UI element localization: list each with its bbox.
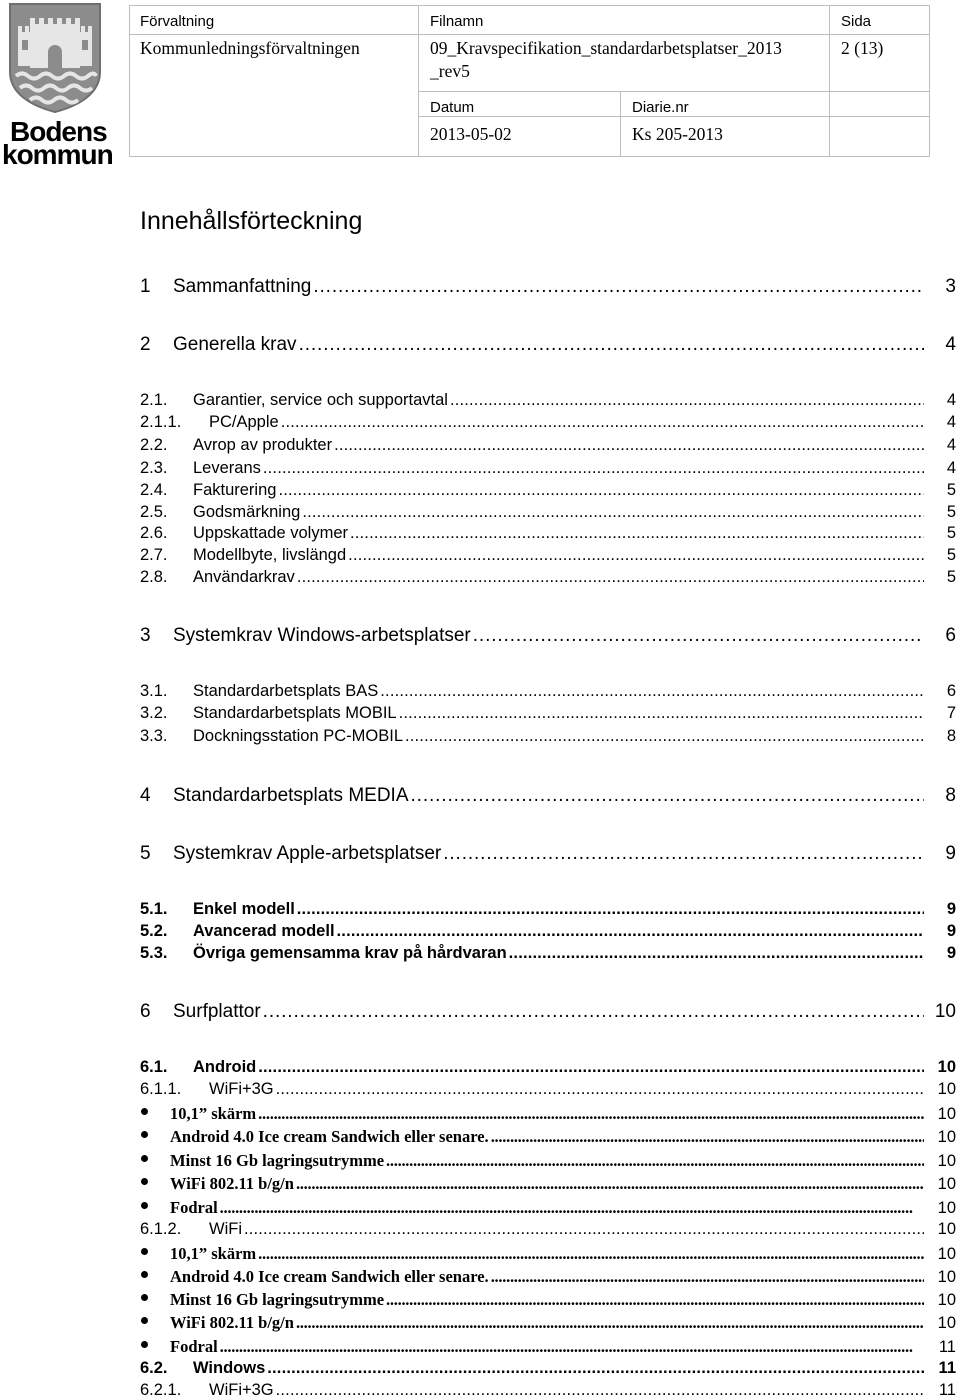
filnamn-value: 09_Kravspecifikation_standardarbetsplatser_2013 [430,38,782,58]
toc-entry-text: Övriga gemensamma krav på hårdvaran [193,944,507,962]
toc-entry-text: Fodral [170,1337,218,1356]
toc-entry-page: 4 [946,436,956,454]
toc-entry[interactable] [140,413,960,432]
toc-entry-page: 9 [945,843,956,864]
toc-entry[interactable] [140,1220,960,1239]
toc-leader-dots [450,391,924,410]
toc-entry[interactable] [140,1058,960,1077]
toc-leader-dots [276,1381,924,1400]
toc-entry[interactable] [140,1080,960,1099]
toc-leader-dots [491,1127,924,1147]
toc-entry[interactable] [140,503,960,522]
toc-leader-dots [386,1290,924,1310]
toc-leader-dots [258,1244,924,1264]
toc-entry-number: 1 [140,276,151,297]
toc-entry[interactable] [140,334,960,356]
toc-entry-text: Minst 16 Gb lagringsutrymme [170,1151,385,1170]
datum-value: 2013-05-02 [430,124,512,144]
toc-entry-page: 9 [946,944,956,962]
toc-entry-text: Windows [193,1359,266,1377]
toc-entry-number: 5 [140,843,151,864]
toc-entry-number: 2.5. [140,503,168,521]
toc-entry-page: 11 [938,1381,956,1399]
toc-entry-text: PC/Apple [209,413,279,431]
toc-entry-number: 3.2. [140,704,168,722]
toc-entry-number: 2.6. [140,524,168,542]
toc-leader-dots [278,481,924,500]
toc-entry-text: Systemkrav Windows-arbetsplatser [173,625,471,646]
toc-entry-page: 5 [946,481,956,499]
toc-entry-number: 2.7. [140,546,168,564]
toc-entry-text: Sammanfattning [173,276,312,297]
toc-entry-page: 10 [937,1080,956,1098]
toc-entry[interactable] [140,436,960,455]
toc-entry-number: 6 [140,1001,151,1022]
toc-leader-dots [473,625,924,647]
toc-entry[interactable] [140,1313,960,1333]
toc-entry[interactable] [140,1290,960,1310]
toc-entry-text: Generella krav [173,334,297,355]
toc-entry-text: Surfplattor [173,1001,261,1022]
toc-entry[interactable] [140,682,960,701]
toc-leader-dots [296,1313,924,1333]
toc-entry[interactable] [140,1198,960,1218]
toc-entry-text: Modellbyte, livslängd [193,546,347,564]
toc-entry[interactable] [140,391,960,410]
toc-entry-text: Standardarbetsplats BAS [193,682,379,700]
toc-entry-page: 4 [946,391,956,409]
toc-entry-page: 10 [937,1175,956,1193]
toc-entry-text: Minst 16 Gb lagringsutrymme [170,1290,385,1309]
toc-entry[interactable] [140,944,960,963]
toc-entry-number: 6.2.1. [140,1381,182,1399]
toc-entry-text: Fodral [170,1198,218,1217]
toc-entry[interactable] [140,1381,960,1400]
toc-entry-text: Enkel modell [193,900,295,918]
toc-entry[interactable] [140,900,960,919]
logo-text-bodens: Bodens [10,116,107,147]
toc-entry-number: 6.1.2. [140,1220,182,1238]
sida-label: Sida [841,13,872,30]
forvaltning-value: Kommunledningsförvaltningen [140,38,360,58]
toc-entry-text: Android [193,1058,257,1076]
datum-label: Datum [430,99,475,116]
toc-entry-page: 8 [946,727,956,745]
toc-entry-page: 5 [946,546,956,564]
toc-entry-page: 10 [937,1128,956,1146]
toc-entry-number: 5.3. [140,944,168,962]
toc-entry-number: 3.1. [140,682,168,700]
logo-text-kommun: kommun [2,139,113,170]
toc-leader-dots [302,503,924,522]
toc-entry[interactable] [140,727,960,746]
toc-leader-dots [399,704,924,723]
toc-entry-number: 2.1.1. [140,413,182,431]
toc-entry-page: 10 [937,1199,956,1217]
toc-entry-number: 3 [140,625,151,646]
toc-entry-number: 5.1. [140,900,168,918]
toc-entry-number: 2.1. [140,391,168,409]
toc-leader-dots [386,1151,924,1171]
toc-entry-number: 2.8. [140,568,168,586]
toc-entry-page: 7 [946,704,956,722]
coat-of-arms-icon [8,2,102,114]
toc-entry-number: 2.3. [140,459,168,477]
toc-entry-text: 10,1” skärm [170,1104,257,1123]
toc-entry[interactable] [140,1174,960,1194]
toc-leader-dots [334,436,924,455]
toc-entry[interactable] [140,922,960,941]
toc-leader-dots [281,413,924,432]
filnamn-value-cont: _rev5 [430,61,470,81]
toc-entry[interactable] [140,785,960,807]
toc-entry[interactable] [140,481,960,500]
toc-title: Innehållsförteckning [140,207,363,235]
toc-entry[interactable] [140,625,960,647]
toc-entry[interactable] [140,546,960,565]
toc-leader-dots [380,682,924,701]
toc-entry-page: 9 [946,922,956,940]
toc-leader-dots [443,843,924,865]
toc-entry-text: WiFi+3G [209,1080,274,1098]
toc-entry-page: 4 [945,334,956,355]
toc-entry-page: 10 [937,1245,956,1263]
toc-entry-page: 10 [937,1268,956,1286]
toc-entry-text: WiFi+3G [209,1381,274,1399]
toc-leader-dots [509,944,924,963]
toc-entry-text: Garantier, service och supportavtal [193,391,448,409]
toc-entry-page: 10 [937,1152,956,1170]
toc-entry-page: 4 [946,413,956,431]
toc-leader-dots [258,1058,924,1077]
toc-entry-text: Android 4.0 Ice cream Sandwich eller senare. [170,1127,489,1146]
toc-entry-page: 11 [938,1359,956,1377]
toc-entry-number: 6.2. [140,1359,168,1377]
toc-entry-text: Användarkrav [193,568,295,586]
toc-entry[interactable] [140,1267,960,1287]
diarienr-value: Ks 205-2013 [632,124,723,144]
toc-leader-dots [296,1174,924,1194]
sida-value: 2 (13) [841,38,884,58]
toc-entry-text: Android 4.0 Ice cream Sandwich eller senare. [170,1267,489,1286]
toc-entry-page: 8 [945,785,956,806]
toc-entry[interactable] [140,524,960,543]
toc-entry-text: Dockningsstation PC-MOBIL [193,727,403,745]
toc-entry-number: 4 [140,785,151,806]
toc-entry[interactable] [140,568,960,587]
toc-entry[interactable] [140,1359,960,1378]
document-header-table [129,5,930,157]
toc-entry-text: Godsmärkning [193,503,301,521]
toc-entry-page: 4 [946,459,956,477]
toc-entry-text: Leverans [193,459,261,477]
toc-leader-dots [220,1337,924,1357]
toc-leader-dots [263,459,924,478]
toc-entry[interactable] [140,459,960,478]
toc-entry-number: 6.1. [140,1058,168,1076]
toc-entry-page: 10 [937,1220,956,1238]
toc-leader-dots [299,334,924,356]
toc-entry[interactable] [140,843,960,865]
toc-leader-dots [267,1359,924,1378]
toc-entry-text: WiFi 802.11 b/g/n [170,1313,294,1332]
toc-leader-dots [348,546,924,565]
toc-entry[interactable] [140,704,960,723]
toc-entry-page: 10 [937,1105,956,1123]
toc-entry[interactable] [140,1151,960,1171]
toc-entry-page: 5 [946,568,956,586]
bodens-kommun-logo [0,0,112,168]
toc-entry-text: WiFi [209,1220,242,1238]
toc-entry-number: 2.2. [140,436,168,454]
toc-entry-text: Avancerad modell [193,922,335,940]
toc-entry-number: 3.3. [140,727,168,745]
toc-entry-number: 2.4. [140,481,168,499]
toc-entry-page: 10 [937,1314,956,1332]
toc-entry-text: Standardarbetsplats MOBIL [193,704,397,722]
toc-leader-dots [220,1198,924,1218]
toc-entry[interactable] [140,276,960,298]
toc-leader-dots [350,524,924,543]
toc-entry-number: 5.2. [140,922,168,940]
toc-leader-dots [297,900,924,919]
toc-entry-page: 6 [946,682,956,700]
toc-entry-page: 10 [934,1001,956,1022]
toc-leader-dots [258,1104,924,1124]
toc-entry-page: 5 [946,524,956,542]
toc-leader-dots [276,1080,924,1099]
toc-leader-dots [491,1267,924,1287]
toc-entry-page: 6 [945,625,956,646]
toc-entry-page: 5 [946,503,956,521]
toc-leader-dots [297,568,924,587]
toc-leader-dots [244,1220,924,1239]
diarienr-label: Diarie.nr [632,99,689,116]
toc-entry-text: Fakturering [193,481,277,499]
toc-entry[interactable] [140,1127,960,1147]
toc-entry-text: WiFi 802.11 b/g/n [170,1174,294,1193]
toc-entry-number: 2 [140,334,151,355]
toc-entry-page: 10 [937,1058,956,1076]
forvaltning-label: Förvaltning [140,13,215,30]
toc-leader-dots [263,1001,924,1023]
toc-entry-page: 11 [938,1338,956,1356]
toc-entry-text: Standardarbetsplats MEDIA [173,785,409,806]
toc-entry[interactable] [140,1104,960,1124]
toc-entry-page: 10 [937,1291,956,1309]
toc-entry-page: 3 [945,276,956,297]
toc-leader-dots [337,922,924,941]
toc-leader-dots [411,785,924,807]
filnamn-label: Filnamn [430,13,484,30]
toc-entry[interactable] [140,1337,960,1357]
toc-entry-text: Uppskattade volymer [193,524,348,542]
toc-leader-dots [313,276,924,298]
toc-entry-text: Avrop av produkter [193,436,333,454]
toc-entry-number: 6.1.1. [140,1080,182,1098]
toc-entry[interactable] [140,1001,960,1023]
toc-entry[interactable] [140,1244,960,1264]
toc-entry-text: 10,1” skärm [170,1244,257,1263]
toc-leader-dots [405,727,924,746]
toc-entry-page: 9 [946,900,956,918]
toc-entry-text: Systemkrav Apple-arbetsplatser [173,843,442,864]
